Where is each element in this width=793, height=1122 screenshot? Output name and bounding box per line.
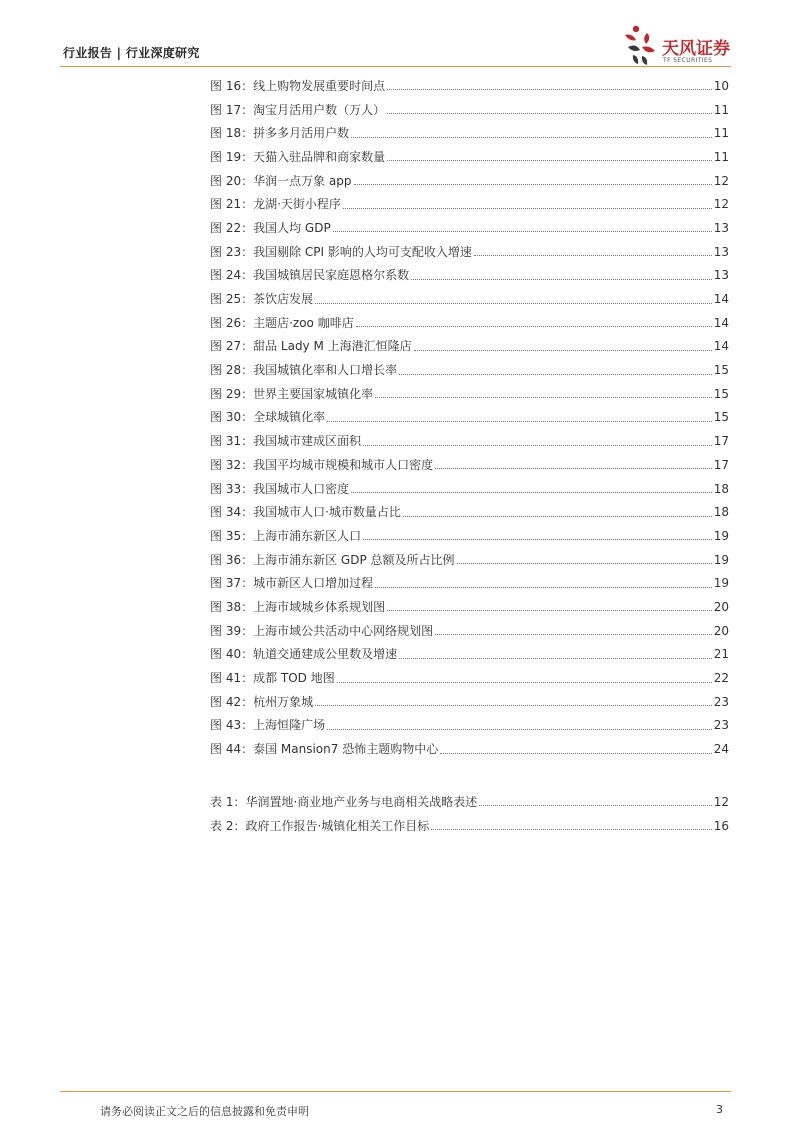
toc-entry-page: 13 [713,268,729,283]
toc-leader-dots [351,137,712,138]
toc-leader-dots [387,610,712,611]
toc-entry-label: 图 40：轨道交通建成公里数及增速 [210,647,398,662]
header-divider [60,66,731,67]
toc-entry[interactable] [210,406,729,430]
toc-entry-page: 23 [713,694,729,709]
toc-entry-label: 图 18：拼多多月活用户数 [210,126,350,141]
toc-entry-page: 15 [713,410,729,425]
toc-leader-dots [414,350,712,351]
toc-entry-page: 17 [713,434,729,449]
toc-entry-label: 图 28：我国城镇化率和人口增长率 [210,363,398,378]
toc-entry[interactable] [210,477,729,501]
toc-entry-label: 图 29：世界主要国家城镇化率 [210,386,374,401]
toc-leader-dots [327,729,712,730]
toc-entry-label: 表 2：政府工作报告·城镇化相关工作目标 [210,818,430,833]
logo-text-chinese: 天风证券 [662,39,730,59]
toc-leader-dots [387,89,712,90]
toc-entry-label: 图 20：华润一点万象 app [210,173,352,188]
toc-entry-page: 19 [713,576,729,591]
company-logo [622,23,734,69]
toc-entry[interactable] [210,169,729,193]
toc-entry[interactable] [210,264,729,288]
logo-text-english: TF SECURITIES [663,57,713,64]
toc-leader-dots [431,829,711,830]
toc-leader-dots [327,421,712,422]
toc-entry-page: 20 [713,623,729,638]
footer-divider [60,1091,731,1092]
toc-entry-page: 13 [713,220,729,235]
toc-entry[interactable] [210,548,729,572]
toc-entry[interactable] [210,595,729,619]
toc-leader-dots [435,468,712,469]
toc-entry[interactable] [210,714,729,738]
toc-entry-label: 图 35：上海市浦东新区人口 [210,528,362,543]
toc-leader-dots [315,705,712,706]
toc-leader-dots [457,563,712,564]
toc-entry-page: 11 [713,102,729,117]
toc-entry[interactable] [210,358,729,382]
toc-leader-dots [387,160,712,161]
toc-entry-label: 图 26：主题店·zoo 咖啡店 [210,315,354,330]
toc-entry-page: 14 [713,292,729,307]
toc-entry-page: 11 [713,149,729,164]
toc-entry[interactable] [210,500,729,524]
toc-entry[interactable] [210,690,729,714]
toc-entry[interactable] [210,619,729,643]
table-list [210,790,729,837]
toc-leader-dots [474,255,712,256]
toc-entry[interactable] [210,311,729,335]
toc-leader-dots [315,303,712,304]
toc-entry-page: 24 [713,742,729,757]
toc-entry[interactable] [210,74,729,98]
toc-entry-page: 16 [713,818,729,833]
toc-entry-label: 图 25：茶饮店发展 [210,292,314,307]
toc-entry-page: 12 [713,173,729,188]
toc-leader-dots [375,587,712,588]
toc-leader-dots [363,539,712,540]
toc-entry[interactable] [210,643,729,667]
toc-entry-label: 图 23：我国剔除 CPI 影响的人均可支配收入增速 [210,244,472,259]
toc-entry-label: 图 36：上海市浦东新区 GDP 总额及所占比例 [210,552,455,567]
toc-leader-dots [351,492,712,493]
toc-entry-label: 图 31：我国城市建成区面积 [210,434,362,449]
toc-leader-dots [337,682,712,683]
toc-entry[interactable] [210,121,729,145]
toc-entry-label: 图 30：全球城镇化率 [210,410,326,425]
toc-leader-dots [399,374,712,375]
toc-leader-dots [356,326,712,327]
toc-entry-page: 22 [713,671,729,686]
toc-entry-label: 图 43：上海恒隆广场 [210,718,326,733]
toc-entry-page: 20 [713,599,729,614]
toc-entry-label: 图 16：线上购物发展重要时间点 [210,78,386,93]
toc-entry[interactable] [210,240,729,264]
toc-entry[interactable] [210,429,729,453]
toc-entry[interactable] [210,814,729,838]
toc-entry[interactable] [210,335,729,359]
toc-entry-page: 19 [713,552,729,567]
toc-entry[interactable] [210,571,729,595]
toc-entry-label: 图 38：上海市域城乡体系规划图 [210,599,386,614]
toc-leader-dots [440,753,712,754]
toc-entry[interactable] [210,192,729,216]
toc-entry-page: 23 [713,718,729,733]
toc-entry-label: 图 37：城市新区人口增加过程 [210,576,374,591]
toc-entry-label: 图 42：杭州万象城 [210,694,314,709]
toc-entry-label: 图 41：成都 TOD 地图 [210,671,335,686]
toc-entry[interactable] [210,382,729,406]
toc-entry-page: 12 [713,794,729,809]
toc-entry-page: 12 [713,197,729,212]
toc-entry-page: 21 [713,647,729,662]
page-number: 3 [716,1103,723,1116]
toc-leader-dots [411,279,712,280]
toc-leader-dots [403,516,712,517]
toc-entry-label: 表 1：华润置地·商业地产业务与电商相关战略表述 [210,794,478,809]
toc-entry-page: 18 [713,481,729,496]
toc-entry-page: 13 [713,244,729,259]
logo-mark-icon [622,23,660,69]
toc-entry-page: 15 [713,386,729,401]
toc-entry-label: 图 22：我国人均 GDP [210,220,331,235]
toc-entry-page: 18 [713,505,729,520]
figure-list [210,74,729,761]
toc-entry-page: 17 [713,457,729,472]
toc-entry-label: 图 34：我国城市人口·城市数量占比 [210,505,401,520]
toc-entry[interactable] [210,216,729,240]
toc-leader-dots [343,208,712,209]
toc-leader-dots [354,184,712,185]
toc-entry[interactable] [210,98,729,122]
toc-leader-dots [479,805,711,806]
toc-entry-label: 图 32：我国平均城市规模和城市人口密度 [210,457,434,472]
toc-entry[interactable] [210,666,729,690]
toc-entry[interactable] [210,145,729,169]
toc-entry[interactable] [210,453,729,477]
toc-entry-label: 图 19：天猫入驻品牌和商家数量 [210,149,386,164]
toc-leader-dots [363,445,712,446]
toc-entry-label: 图 17：淘宝月活用户数（万人） [210,102,386,117]
toc-entry[interactable] [210,287,729,311]
toc-entry-label: 图 27：甜品 Lady M 上海港汇恒隆店 [210,339,412,354]
toc-entry-page: 15 [713,363,729,378]
toc-entry-page: 14 [713,315,729,330]
toc-entry-label: 图 39：上海市域公共活动中心网络规划图 [210,623,434,638]
toc-entry-label: 图 44：泰国 Mansion7 恐怖主题购物中心 [210,742,439,757]
report-category-title: 行业报告 | 行业深度研究 [63,46,200,60]
toc-entry-page: 14 [713,339,729,354]
toc-entry[interactable] [210,524,729,548]
toc-entry-page: 11 [713,126,729,141]
toc-leader-dots [333,231,712,232]
toc-entry[interactable] [210,737,729,761]
toc-entry-label: 图 33：我国城市人口密度 [210,481,350,496]
toc-leader-dots [435,634,712,635]
toc-entry-label: 图 21：龙湖·天街小程序 [210,197,341,212]
toc-leader-dots [387,113,712,114]
toc-leader-dots [375,397,712,398]
footer-disclaimer: 请务必阅读正文之后的信息披露和免责申明 [100,1105,309,1118]
toc-entry-page: 19 [713,528,729,543]
toc-entry-page: 10 [713,78,729,93]
toc-entry[interactable] [210,790,729,814]
toc-leader-dots [399,658,712,659]
toc-entry-label: 图 24：我国城镇居民家庭恩格尔系数 [210,268,410,283]
